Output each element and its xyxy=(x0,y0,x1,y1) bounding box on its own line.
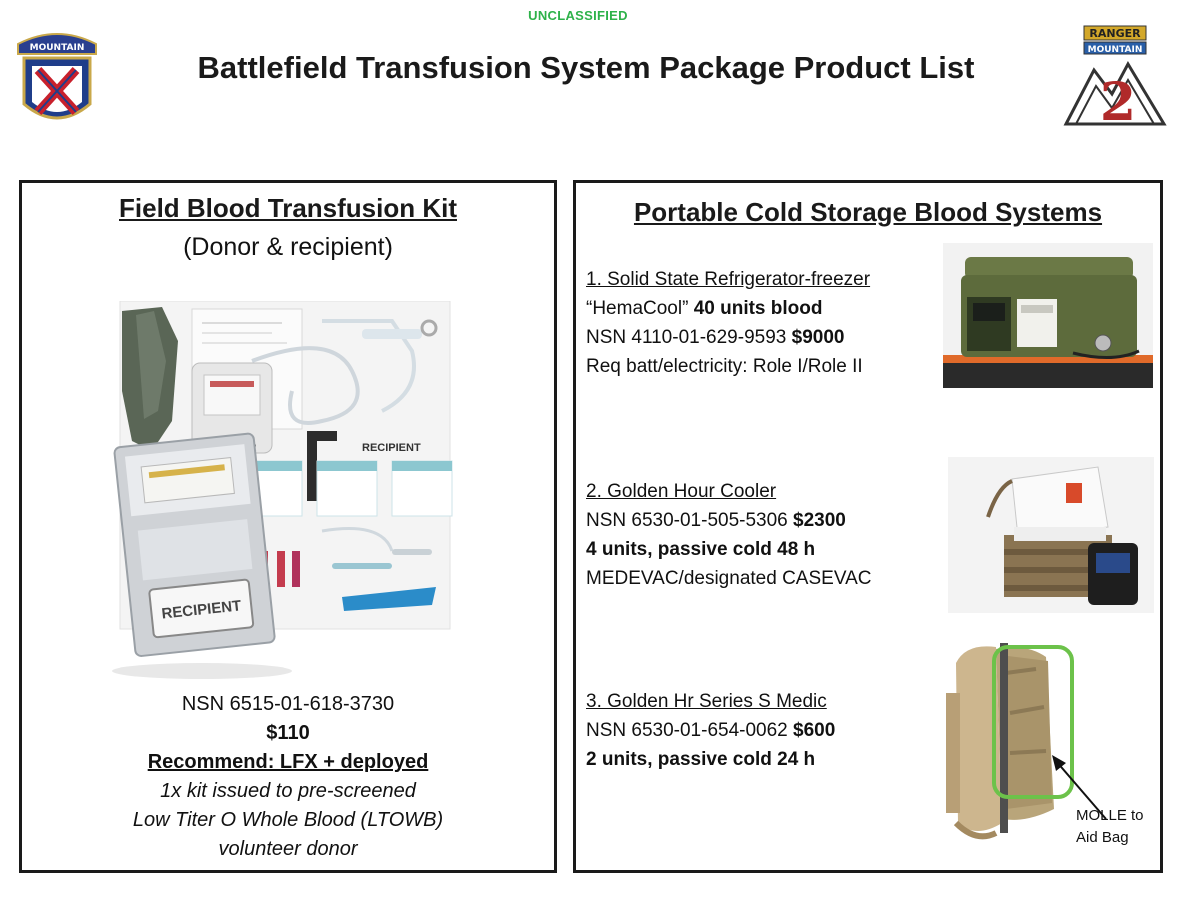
page-title: Battlefield Transfusion System Package Product List xyxy=(197,50,975,85)
item-1-capacity: 40 units blood xyxy=(693,298,823,319)
item-3-price: $600 xyxy=(793,720,836,741)
molle-note-line-2: Aid Bag xyxy=(1076,829,1129,846)
logo-left-tab-text: MOUNTAIN xyxy=(29,43,85,53)
kit-heading: Field Blood Transfusion Kit xyxy=(119,193,457,223)
molle-note-line-1: MOLLE to xyxy=(1076,807,1144,824)
kit-note-line-3: volunteer donor xyxy=(218,838,358,860)
item-1-brand: “HemaCool” xyxy=(586,298,694,319)
item-golden-hour-cooler xyxy=(586,477,871,593)
ranger-mountain-logo-icon xyxy=(1062,24,1168,130)
item-2-price: $2300 xyxy=(793,510,846,531)
kit-subheading: (Donor & recipient) xyxy=(183,233,393,261)
kit-recommend: Recommend: LFX + deployed xyxy=(147,751,429,773)
image-label-recipient-top: RECIPIENT xyxy=(362,442,421,454)
item-3-name: 3. Golden Hr Series S Medic xyxy=(586,691,827,712)
kit-price: $110 xyxy=(266,722,310,744)
kit-note-line-1: 1x kit issued to pre-screened xyxy=(160,780,416,802)
logo-right-tab-top: RANGER xyxy=(1089,27,1141,40)
item-1-requirement: Req batt/electricity: Role I/Role II xyxy=(586,356,863,377)
item-1-nsn: NSN 4110-01-629-9593 xyxy=(586,327,792,348)
kit-nsn: NSN 6515-01-618-3730 xyxy=(181,693,395,715)
cold-storage-heading: Portable Cold Storage Blood Systems xyxy=(633,197,1103,227)
item-1-name: 1. Solid State Refrigerator-freezer xyxy=(586,269,871,290)
golden-hour-cooler-image xyxy=(948,457,1154,613)
logo-right-tab-bottom: MOUNTAIN xyxy=(1087,45,1143,55)
item-2-nsn: NSN 6530-01-505-5306 xyxy=(586,510,794,531)
item-2-usage: MEDEVAC/designated CASEVAC xyxy=(586,568,872,589)
item-1-price: $9000 xyxy=(791,327,845,348)
cold-storage-panel xyxy=(573,180,1163,873)
item-3-nsn: NSN 6530-01-654-0062 xyxy=(586,720,794,741)
classification-banner: UNCLASSIFIED xyxy=(528,8,628,23)
molle-note xyxy=(1076,805,1144,849)
kit-note-line-2: Low Titer O Whole Blood (LTOWB) xyxy=(132,809,444,831)
hemacool-refrigerator-image xyxy=(943,243,1153,388)
image-label-recipient-bag: RECIPIENT xyxy=(160,597,243,623)
svg-text:2: 2 xyxy=(1099,72,1137,130)
item-refrigerator xyxy=(586,265,870,381)
item-3-capacity: 2 units, passive cold 24 h xyxy=(586,749,816,770)
item-2-capacity: 4 units, passive cold 48 h xyxy=(586,539,816,560)
kit-info xyxy=(22,690,554,864)
item-series-s-medic xyxy=(586,687,835,774)
item-2-name: 2. Golden Hour Cooler xyxy=(586,481,777,502)
transfusion-kit-image xyxy=(92,301,472,683)
transfusion-kit-panel xyxy=(19,180,557,873)
